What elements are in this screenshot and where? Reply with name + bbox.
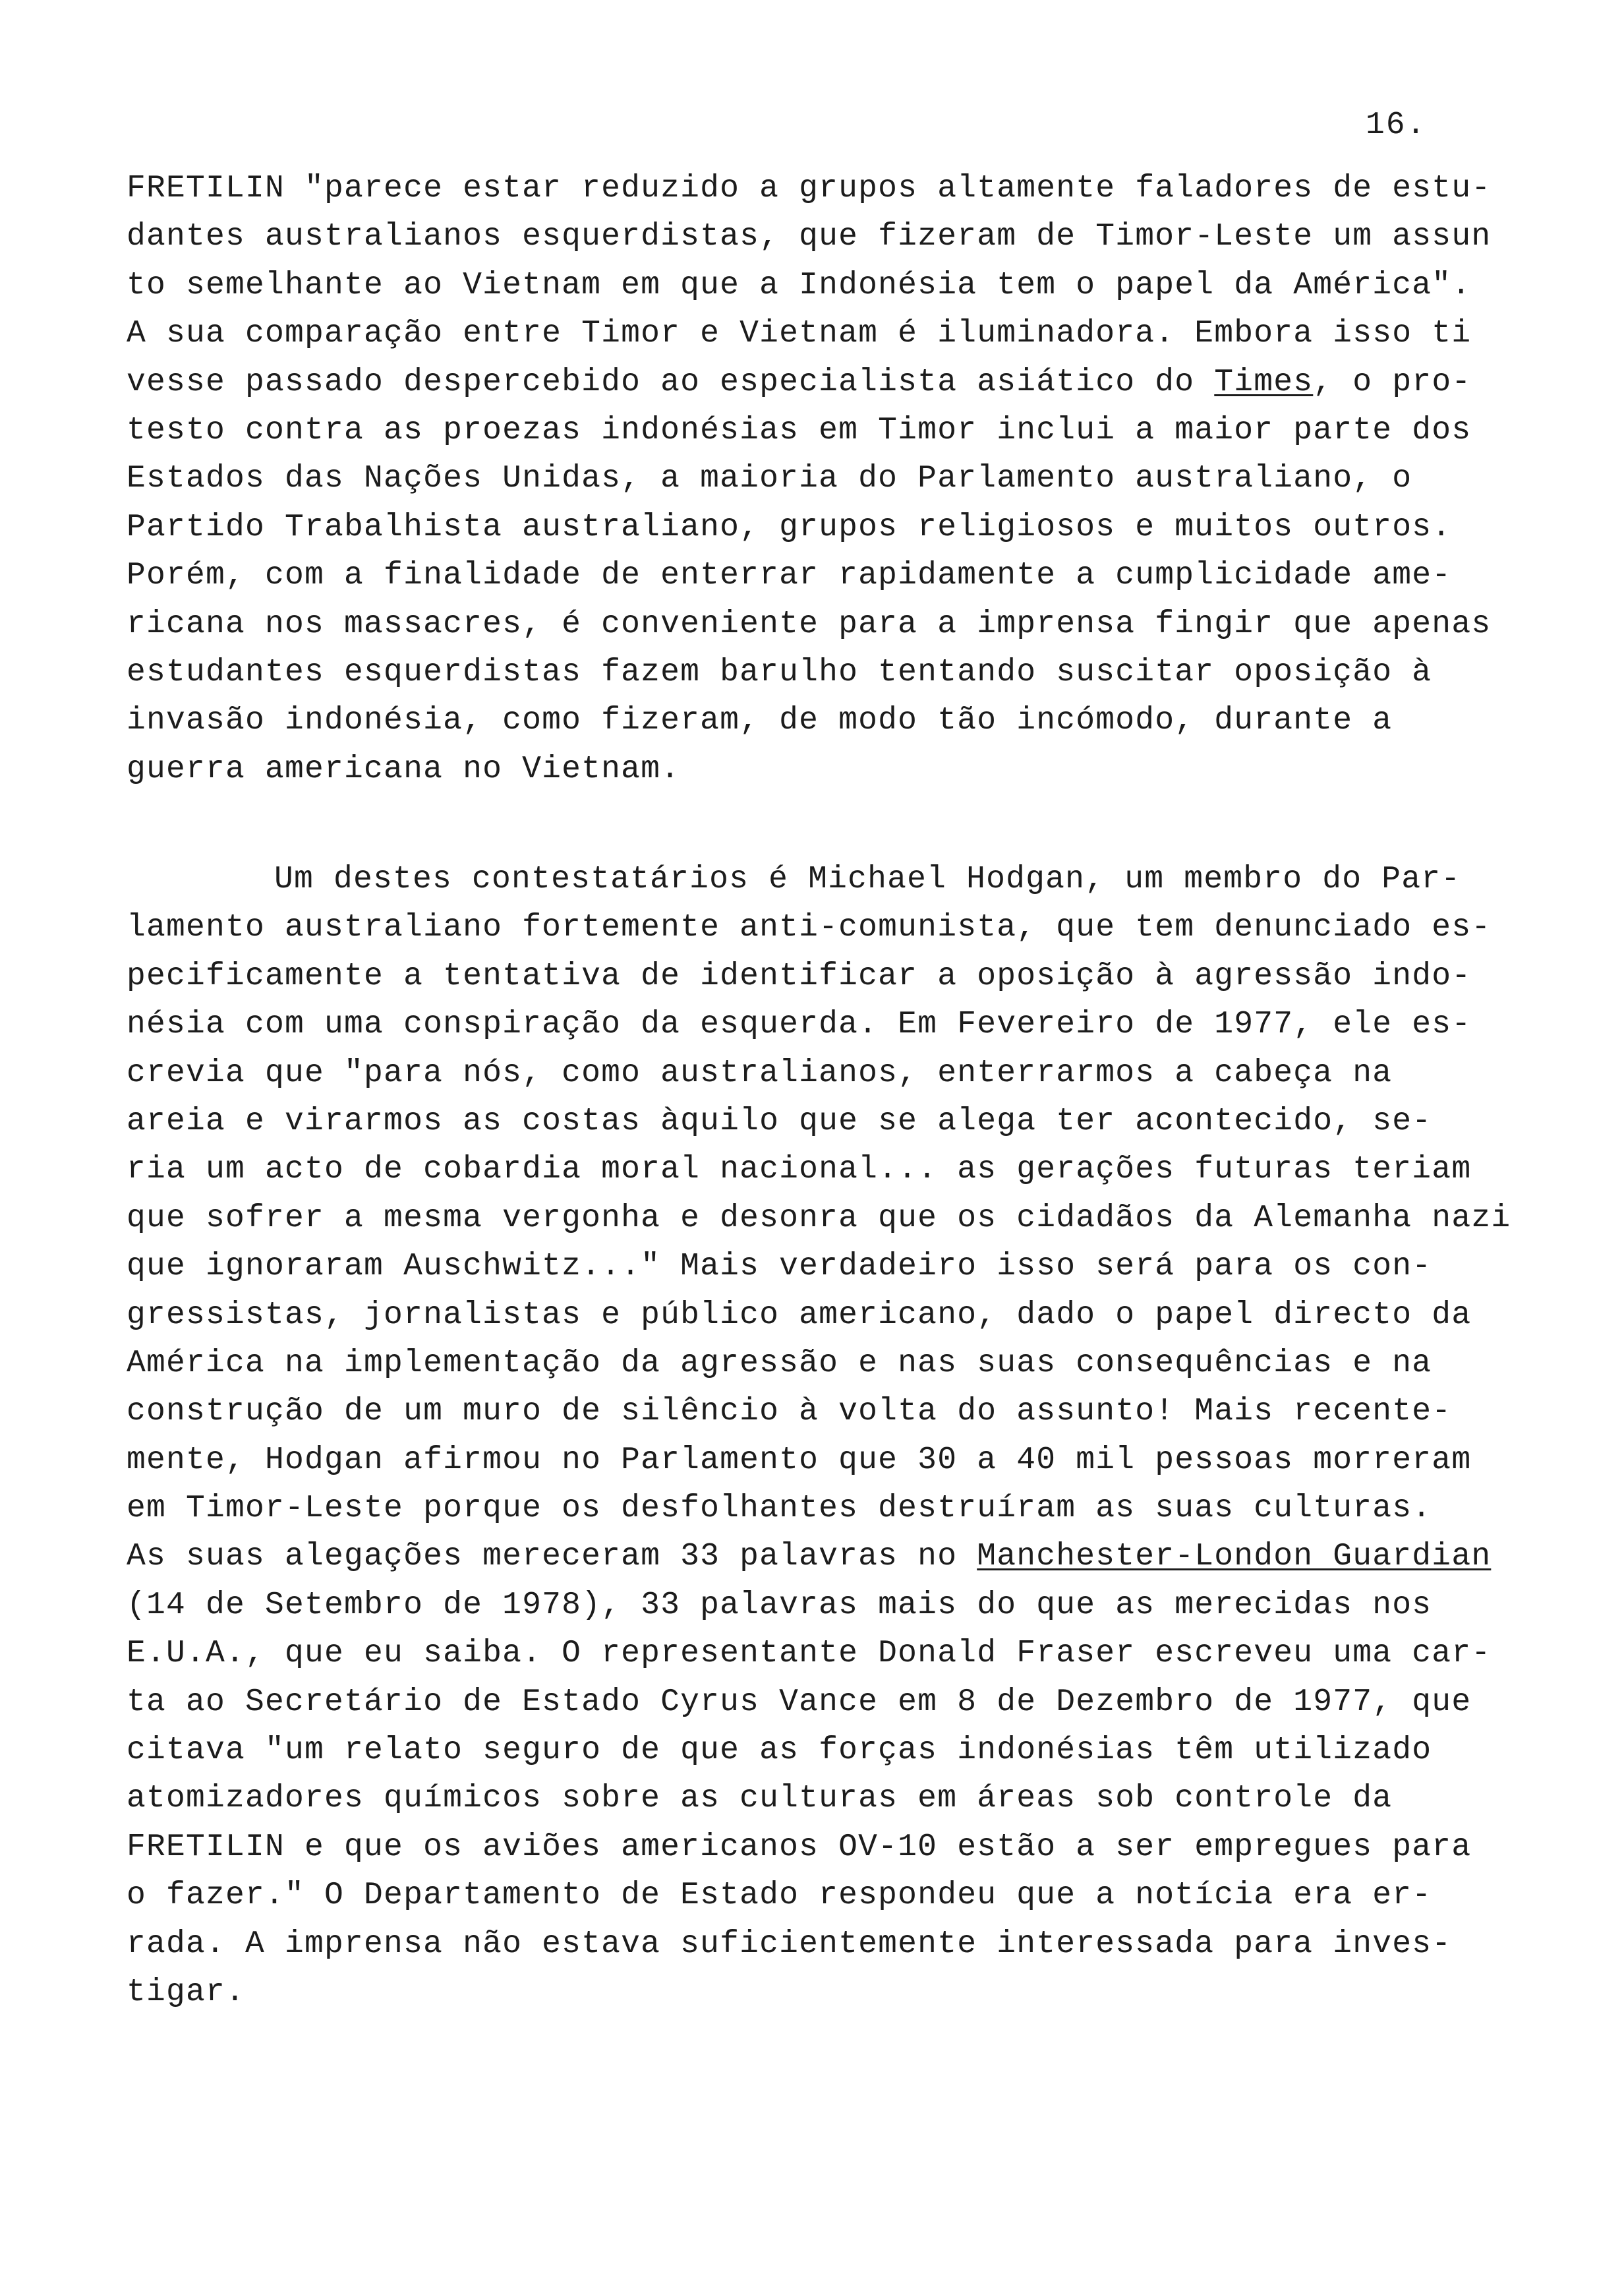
text-line: to semelhante ao Vietnam em que a Indonésia tem o papel da América".: [127, 267, 1472, 303]
underlined-title: Manchester-London Guardian: [977, 1539, 1492, 1575]
text-line: em Timor-Leste porque os desfolhantes destruíram as suas culturas.: [127, 1491, 1432, 1527]
text-line: construção de um muro de silêncio à volta do assunto! Mais recente-: [127, 1394, 1452, 1430]
paragraph-1: [127, 165, 1583, 794]
text-line: Porém, com a finalidade de enterrar rapidamente a cumplicidade ame-: [127, 558, 1452, 594]
text-line: FRETILIN "parece estar reduzido a grupos altamente faladores de estu-: [127, 171, 1492, 206]
text-line: ricana nos massacres, é conveniente para a imprensa fingir que apenas: [127, 606, 1492, 642]
text-line: (14 de Setembro de 1978), 33 palavras mais do que as merecidas nos: [127, 1587, 1432, 1623]
text-line: vesse passado despercebido ao especialista asiático do Times, o pro-: [127, 364, 1472, 400]
text-line: ta ao Secretário de Estado Cyrus Vance em 8 de Dezembro de 1977, que: [127, 1684, 1472, 1720]
text-line: atomizadores químicos sobre as culturas em áreas sob controle da: [127, 1781, 1393, 1817]
text-line: E.U.A., que eu saiba. O representante Donald Fraser escreveu uma car-: [127, 1636, 1492, 1672]
text-line: Partido Trabalhista australiano, grupos religiosos e muitos outros.: [127, 509, 1452, 545]
text-line: invasão indonésia, como fizeram, de modo tão incómodo, durante a: [127, 703, 1393, 739]
text-line: nésia com uma conspiração da esquerda. Em Fevereiro de 1977, ele es-: [127, 1007, 1472, 1043]
text-line: que sofrer a mesma vergonha e desonra que os cidadãos da Alemanha nazi: [127, 1200, 1511, 1236]
text-line: testo contra as proezas indonésias em Timor inclui a maior parte dos: [127, 412, 1472, 448]
text-line: o fazer." O Departamento de Estado respondeu que a notícia era er-: [127, 1878, 1432, 1914]
paragraph-2: [127, 856, 1583, 2017]
text-line: lamento australiano fortemente anti-comunista, que tem denunciado es-: [127, 910, 1492, 946]
text-line: gressistas, jornalistas e público americano, dado o papel directo da: [127, 1297, 1472, 1333]
page-number: 16.: [1366, 107, 1427, 143]
text-line: América na implementação da agressão e nas suas consequências e na: [127, 1345, 1432, 1381]
text-line: que ignoraram Auschwitz..." Mais verdadeiro isso será para os con-: [127, 1249, 1432, 1285]
text-line: pecificamente a tentativa de identificar a oposição à agressão indo-: [127, 958, 1472, 994]
text-line: estudantes esquerdistas fazem barulho tentando suscitar oposição à: [127, 654, 1432, 690]
text-line: dantes australianos esquerdistas, que fizeram de Timor-Leste um assun: [127, 219, 1492, 255]
text-line: ria um acto de cobardia moral nacional... as gerações futuras teriam: [127, 1152, 1472, 1188]
text-line: Estados das Nações Unidas, a maioria do Parlamento australiano, o: [127, 461, 1412, 497]
text-line: citava "um relato seguro de que as forças indonésias têm utilizado: [127, 1733, 1432, 1769]
text-line: mente, Hodgan afirmou no Parlamento que 30 a 40 mil pessoas morreram: [127, 1442, 1472, 1478]
underlined-title: Times: [1214, 364, 1314, 400]
text-line: rada. A imprensa não estava suficientemente interessada para inves-: [127, 1926, 1452, 1962]
text-line: Um destes contestatários é Michael Hodgan, um membro do Par-: [274, 862, 1461, 897]
text-line: areia e virarmos as costas àquilo que se alega ter acontecido, se-: [127, 1103, 1432, 1139]
text-line: guerra americana no Vietnam.: [127, 751, 681, 787]
text-line: crevia que "para nós, como australianos, enterrarmos a cabeça na: [127, 1055, 1393, 1091]
text-line: tigar.: [127, 1974, 246, 2010]
text-line: A sua comparação entre Timor e Vietnam é iluminadora. Embora isso ti: [127, 316, 1472, 352]
text-line: As suas alegações mereceram 33 palavras no Manchester-London Guardian: [127, 1539, 1492, 1575]
text-line: FRETILIN e que os aviões americanos OV-10 estão a ser empregues para: [127, 1829, 1472, 1865]
